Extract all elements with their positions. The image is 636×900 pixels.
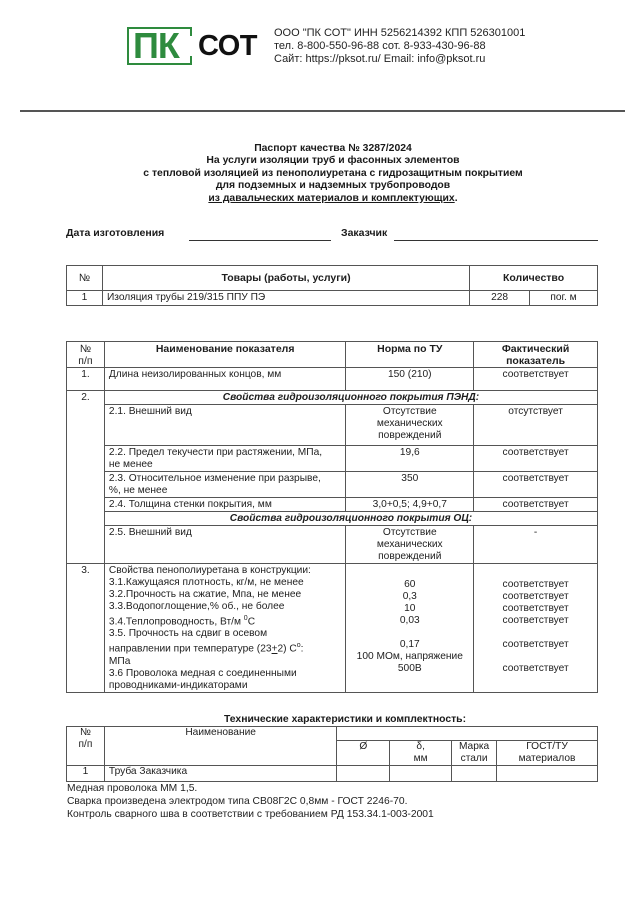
table-row bbox=[67, 446, 598, 472]
table-row bbox=[67, 472, 598, 498]
cell-name: 2.5. Внешний вид bbox=[104, 526, 345, 564]
tech-table-header bbox=[67, 727, 598, 741]
tech-specs-table bbox=[66, 726, 598, 782]
cell-gost bbox=[497, 766, 598, 782]
cell-goods: Изоляция трубы 219/315 ППУ ПЭ bbox=[102, 291, 469, 306]
company-requisites: ООО "ПК СОТ" ИНН 5256214392 КПП 526301001 bbox=[274, 27, 526, 39]
cell-steel bbox=[452, 766, 497, 782]
table-row bbox=[67, 291, 598, 306]
col-qty-header: Количество bbox=[470, 266, 598, 291]
logo-pk-text: ПК bbox=[133, 25, 179, 66]
cell-actual: соответствует bbox=[474, 446, 598, 472]
col-name-header: Наименование bbox=[104, 727, 336, 766]
title-line-3: с тепловой изоляцией из пенополиуретана с гидрозащитным покрытием bbox=[143, 167, 523, 179]
col-num-header: № bbox=[67, 266, 103, 291]
cell-norm: 3,0+0,5; 4,9+0,7 bbox=[346, 498, 474, 512]
cell-actual: соответствует bbox=[474, 472, 598, 498]
table-row bbox=[67, 368, 598, 391]
company-phones: тел. 8-800-550-96-88 сот. 8-933-430-96-88 bbox=[274, 40, 486, 52]
title-line-4: для подземных и надземных трубопроводов bbox=[215, 180, 451, 192]
table-row bbox=[67, 526, 598, 564]
table-row bbox=[67, 498, 598, 512]
cell-norm: Отсутствие механических повреждений bbox=[346, 526, 474, 564]
cell-num: 1 bbox=[67, 766, 105, 782]
note-copper-wire: Медная проволока ММ 1,5. bbox=[67, 783, 198, 794]
cell-name: Труба Заказчика bbox=[104, 766, 336, 782]
cell-name: 2.1. Внешний вид bbox=[104, 405, 345, 446]
customer-field[interactable] bbox=[394, 240, 598, 241]
logo-pk-mark bbox=[127, 27, 190, 65]
table-row bbox=[67, 564, 598, 693]
cell-norm: 60 0,3 10 0,03 0,17 100 МОм, напряжение 500В bbox=[346, 564, 474, 693]
col-steel-header: Марка стали bbox=[452, 741, 497, 766]
title-line-5: из давальческих материалов и комплектующих. bbox=[208, 192, 458, 204]
cell-actual: - bbox=[474, 526, 598, 564]
tech-table-title: Технические характеристики и комплектность: bbox=[223, 714, 467, 725]
title-line-5-underlined: из давальческих материалов и комплектующих bbox=[208, 192, 455, 204]
company-logo bbox=[127, 26, 269, 66]
col-num-header: № п/п bbox=[67, 727, 105, 766]
col-thickness-header: δ, мм bbox=[390, 741, 452, 766]
cell-thickness bbox=[390, 766, 452, 782]
section-oc-coating: Свойства гидроизоляционного покрытия ОЦ: bbox=[104, 512, 597, 526]
col-norm-header: Норма по ТУ bbox=[346, 342, 474, 368]
cell-actual: соответствует bbox=[474, 368, 598, 391]
cell-name: Свойства пенополиуретана в конструкции: 3.1.Кажущаяся плотность, кг/м, не менее 3.2.Прочность на сжатие, Мпа, не менее 3.3.Водопоглощение,% об., не более 3.4.Теплопроводность, Вт/м $^0$C 3.5. Прочность на сдвиг в осевом направлении при температуре (23+2) $С^o$: МПа 3.6 Проволока медная с соединенными проводниками-индикаторами bbox=[104, 564, 345, 693]
logo-sot-text: СОТ bbox=[198, 29, 257, 62]
cell-name: 2.4. Толщина стенки покрытия, мм bbox=[104, 498, 345, 512]
table-section-row bbox=[67, 391, 598, 405]
cell-num: 1. bbox=[67, 368, 105, 391]
cell-name: Длина неизолированных концов, мм bbox=[104, 368, 345, 391]
table-row bbox=[67, 405, 598, 446]
cell-num: 2. bbox=[67, 391, 105, 564]
cell-norm: 350 bbox=[346, 472, 474, 498]
cell-actual: соответствует соответствует соответствует соответствует соответствует соответствует bbox=[474, 564, 598, 693]
params-table-header bbox=[67, 342, 598, 368]
cell-num: 1 bbox=[67, 291, 103, 306]
cell-num: 3. bbox=[67, 564, 105, 693]
title-line-2: На услуги изоляции труб и фасонных элементов bbox=[206, 155, 460, 167]
table-row bbox=[67, 766, 598, 782]
cell-norm: 19,6 bbox=[346, 446, 474, 472]
cell-actual: отсутствует bbox=[474, 405, 598, 446]
col-actual-header: Фактический показатель bbox=[474, 342, 598, 368]
goods-table-header bbox=[67, 266, 598, 291]
cell-diameter bbox=[337, 766, 390, 782]
notes bbox=[67, 782, 434, 821]
col-diameter-header: Ø bbox=[337, 741, 390, 766]
col-name-header: Наименование показателя bbox=[104, 342, 345, 368]
quality-parameters-table bbox=[66, 341, 598, 693]
cell-qty: 228 bbox=[470, 291, 530, 306]
cell-norm: 150 (210) bbox=[346, 368, 474, 391]
customer-label: Заказчик bbox=[341, 227, 388, 239]
cell-name: 2.2. Предел текучести при растяжении, МПа, не менее bbox=[104, 446, 345, 472]
table-section-row bbox=[67, 512, 598, 526]
col-num-header: № п/п bbox=[67, 342, 105, 368]
cell-actual: соответствует bbox=[474, 498, 598, 512]
manufacture-date-field[interactable] bbox=[189, 240, 331, 241]
company-info bbox=[274, 27, 525, 66]
col-gost-header: ГОСТ/ТУ материалов bbox=[497, 741, 598, 766]
company-site-email: Сайт: https://pksot.ru/ Email: info@pksot.ru bbox=[274, 53, 486, 65]
document-title bbox=[0, 143, 636, 205]
header-divider bbox=[20, 110, 625, 112]
note-welding: Сварка произведена электродом типа СВ08Г2С 0,8мм - ГОСТ 2246-70. bbox=[67, 796, 408, 807]
cell-name: 2.3. Относительное изменение при разрыве, %, не менее bbox=[104, 472, 345, 498]
note-weld-control: Контроль сварного шва в соответствии с требованием РД 153.34.1-003-2001 bbox=[67, 809, 434, 820]
header-spacer bbox=[337, 727, 598, 741]
goods-table bbox=[66, 265, 598, 306]
col-goods-header: Товары (работы, услуги) bbox=[102, 266, 469, 291]
section-pe-coating: Свойства гидроизоляционного покрытия ПЭНД: bbox=[104, 391, 597, 405]
manufacture-date-label: Дата изготовления bbox=[66, 227, 165, 239]
cell-norm: Отсутствие механических повреждений bbox=[346, 405, 474, 446]
passport-number: Паспорт качества № 3287/2024 bbox=[254, 143, 412, 154]
cell-unit: пог. м bbox=[530, 291, 598, 306]
